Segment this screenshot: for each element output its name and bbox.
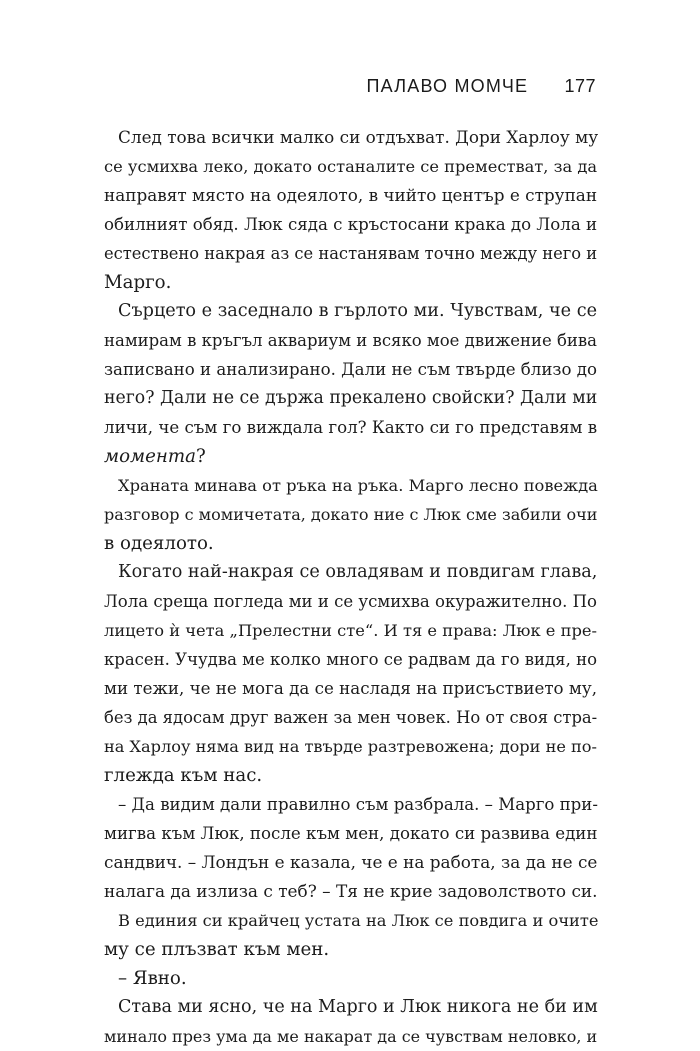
text-line: – Да видим дали правилно съм разбрала. – Марго при-	[118, 795, 598, 814]
text-line: След това всички малко си отдъхват. Дори Харлоу му	[118, 127, 599, 147]
paragraph-8	[104, 993, 597, 1051]
text-line: минало през ума да ме накарат да се чувствам неловко, и	[104, 1027, 598, 1046]
paragraph-3	[104, 471, 597, 558]
text-line: налага да излиза с теб? – Тя не крие задоволството си.	[104, 881, 598, 901]
paragraph-2	[104, 297, 597, 471]
text-line: се усмихва леко, докато останалите се преместват, за да	[104, 157, 598, 176]
text-line: на Харлоу няма вид на твърде разтревожена; дори не по-	[104, 737, 597, 756]
text-line: Храната минава от ръка на ръка. Марго лесно повежда	[118, 476, 598, 495]
text-line: красен. Учудва ме колко много се радвам да го видя, но	[104, 650, 597, 669]
text-line: намирам в кръгъл аквариум и всяко мое движение бива	[104, 331, 597, 350]
text-line: обилният обяд. Люк сяда с кръстосани крака до Лола и	[104, 215, 598, 234]
body-text	[104, 123, 597, 1051]
chapter-title: ПАЛАВО МОМЧЕ	[366, 76, 529, 96]
text-line: в одеялото.	[104, 533, 214, 554]
text-line: В единия си крайчец устата на Люк се повдига и очите	[118, 911, 599, 930]
text-line: Става ми ясно, че на Марго и Люк никога не би им	[118, 997, 598, 1017]
text-line: разговор с момичетата, докато ние с Люк сме забили очи	[104, 505, 598, 524]
text-line: сандвич. – Лондън е казала, че е на работа, за да не се	[104, 852, 598, 872]
text-line: него? Дали не се държа прекалено свойски? Дали ми	[104, 388, 598, 408]
paragraph-1	[104, 123, 597, 297]
text-line: – Явно.	[118, 968, 187, 989]
punctuation: ?	[195, 446, 206, 467]
paragraph-5	[104, 790, 597, 906]
text-line: Марго.	[104, 272, 172, 293]
italic-word: момента	[104, 446, 196, 467]
text-line: му се плъзват към мен.	[104, 939, 330, 960]
text-line: ми тежи, че не мога да се насладя на присъствието му,	[104, 679, 597, 698]
paragraph-6	[104, 906, 597, 964]
page-number: 177	[564, 76, 596, 96]
text-line: без да ядосам друг важен за мен човек. Но от своя стра-	[104, 708, 598, 727]
text-line: глежда към нас.	[104, 765, 263, 786]
running-head	[366, 76, 596, 97]
text-line: мигва към Люк, после към мен, докато си развива един	[104, 824, 598, 843]
text-line: записвано и анализирано. Дали не съм твърде близо до	[104, 360, 597, 379]
text-line: Лола среща погледа ми и се усмихва окуражително. По	[104, 592, 597, 611]
paragraph-7	[104, 964, 597, 993]
text-line: естествено накрая аз се настанявам точно между него и	[104, 244, 598, 263]
text-line: лицето ѝ чета „Прелестни сте“. И тя е права: Люк е пре-	[104, 621, 597, 640]
text-line: Когато най-накрая се овладявам и повдигам глава,	[118, 562, 598, 582]
text-line: направят място на одеялото, в чийто център е струпан	[104, 185, 598, 205]
text-line: Сърцето е заседнало в гърлото ми. Чувствам, че се	[118, 301, 597, 321]
text-line	[104, 442, 597, 471]
text-line: личи, че съм го виждала гол? Както си го представям в	[104, 418, 598, 437]
paragraph-4	[104, 558, 597, 790]
